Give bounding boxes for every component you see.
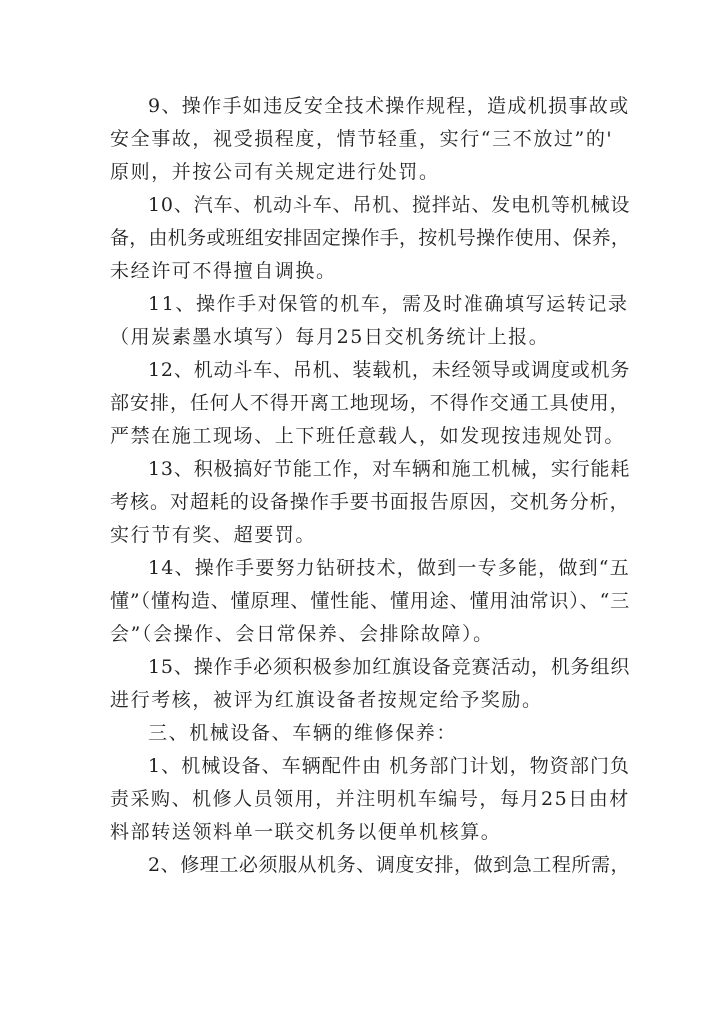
paragraph-line: 实行节有奖、超要罚。 — [110, 524, 317, 546]
document-paragraph — [110, 90, 630, 189]
paragraph-line: 1、机械设备、车辆配件由 机务部门计划，物资部门负 — [148, 755, 631, 777]
document-body — [110, 90, 630, 882]
paragraph-line: 2、修理工必须服从机务、调度安排，做到急工程所需， — [148, 854, 631, 876]
paragraph-line: 15、操作手必须积极参加红旗设备竞赛活动，机务组织 — [148, 656, 631, 678]
document-paragraph — [110, 288, 630, 354]
paragraph-line: 9、操作手如违反安全技术操作规程，造成机损事故或 — [148, 95, 630, 117]
paragraph-line: （用炭素墨水填写）每月25日交机务统计上报。 — [110, 326, 550, 348]
document-paragraph — [110, 552, 630, 651]
paragraph-line: 安全事故，视受损程度，情节轻重，实行“三不放过”的' — [110, 128, 614, 150]
paragraph-line: 11、操作手对保管的机车，需及时准确填写运转记录 — [148, 293, 629, 315]
paragraph-line: 会”（会操作、会日常保养、会排除故障）。 — [110, 623, 494, 645]
paragraph-line: 未经许可不得擅自调换。 — [110, 260, 337, 282]
document-paragraph — [110, 651, 630, 717]
paragraph-line: 13、积极搞好节能工作，对车辆和施工机械，实行能耗 — [148, 458, 631, 480]
paragraph-line: 懂”（懂构造、懂原理、懂性能、懂用途、懂用油常识）、“三 — [110, 590, 631, 612]
document-paragraph — [110, 189, 630, 288]
paragraph-line: 料部转送领料单一联交机务以便单机核算。 — [110, 821, 502, 843]
document-paragraph — [110, 453, 630, 552]
paragraph-line: 部安排，任何人不得开离工地现场，不得作交通工具使用， — [110, 392, 630, 414]
paragraph-line: 14、操作手要努力钻研技术，做到一专多能，做到“五 — [148, 557, 630, 579]
paragraph-line: 原则，并按公司有关规定进行处罚。 — [110, 161, 440, 183]
document-paragraph — [110, 717, 630, 750]
document-paragraph — [110, 354, 630, 453]
paragraph-line: 严禁在施工现场、上下班任意载人，如发现按违规处罚。 — [110, 425, 626, 447]
document-paragraph — [110, 849, 630, 882]
paragraph-line: 进行考核，被评为红旗设备者按规定给予奖励。 — [110, 689, 543, 711]
paragraph-line: 责采购、机修人员领用，并注明机车编号，每月25日由材 — [110, 788, 630, 810]
paragraph-line: 10、汽车、机动斗车、吊机、搅拌站、发电机等机械设 — [148, 194, 631, 216]
paragraph-line: 考核。对超耗的设备操作手要书面报告原因，交机务分析， — [110, 491, 630, 513]
paragraph-line: 备，由机务或班组安排固定操作手，按机号操作使用、保养， — [110, 227, 631, 249]
paragraph-line: 三、机械设备、车辆的维修保养： — [148, 722, 458, 744]
document-paragraph — [110, 750, 630, 849]
paragraph-line: 12、机动斗车、吊机、装载机，未经领导或调度或机务 — [148, 359, 631, 381]
